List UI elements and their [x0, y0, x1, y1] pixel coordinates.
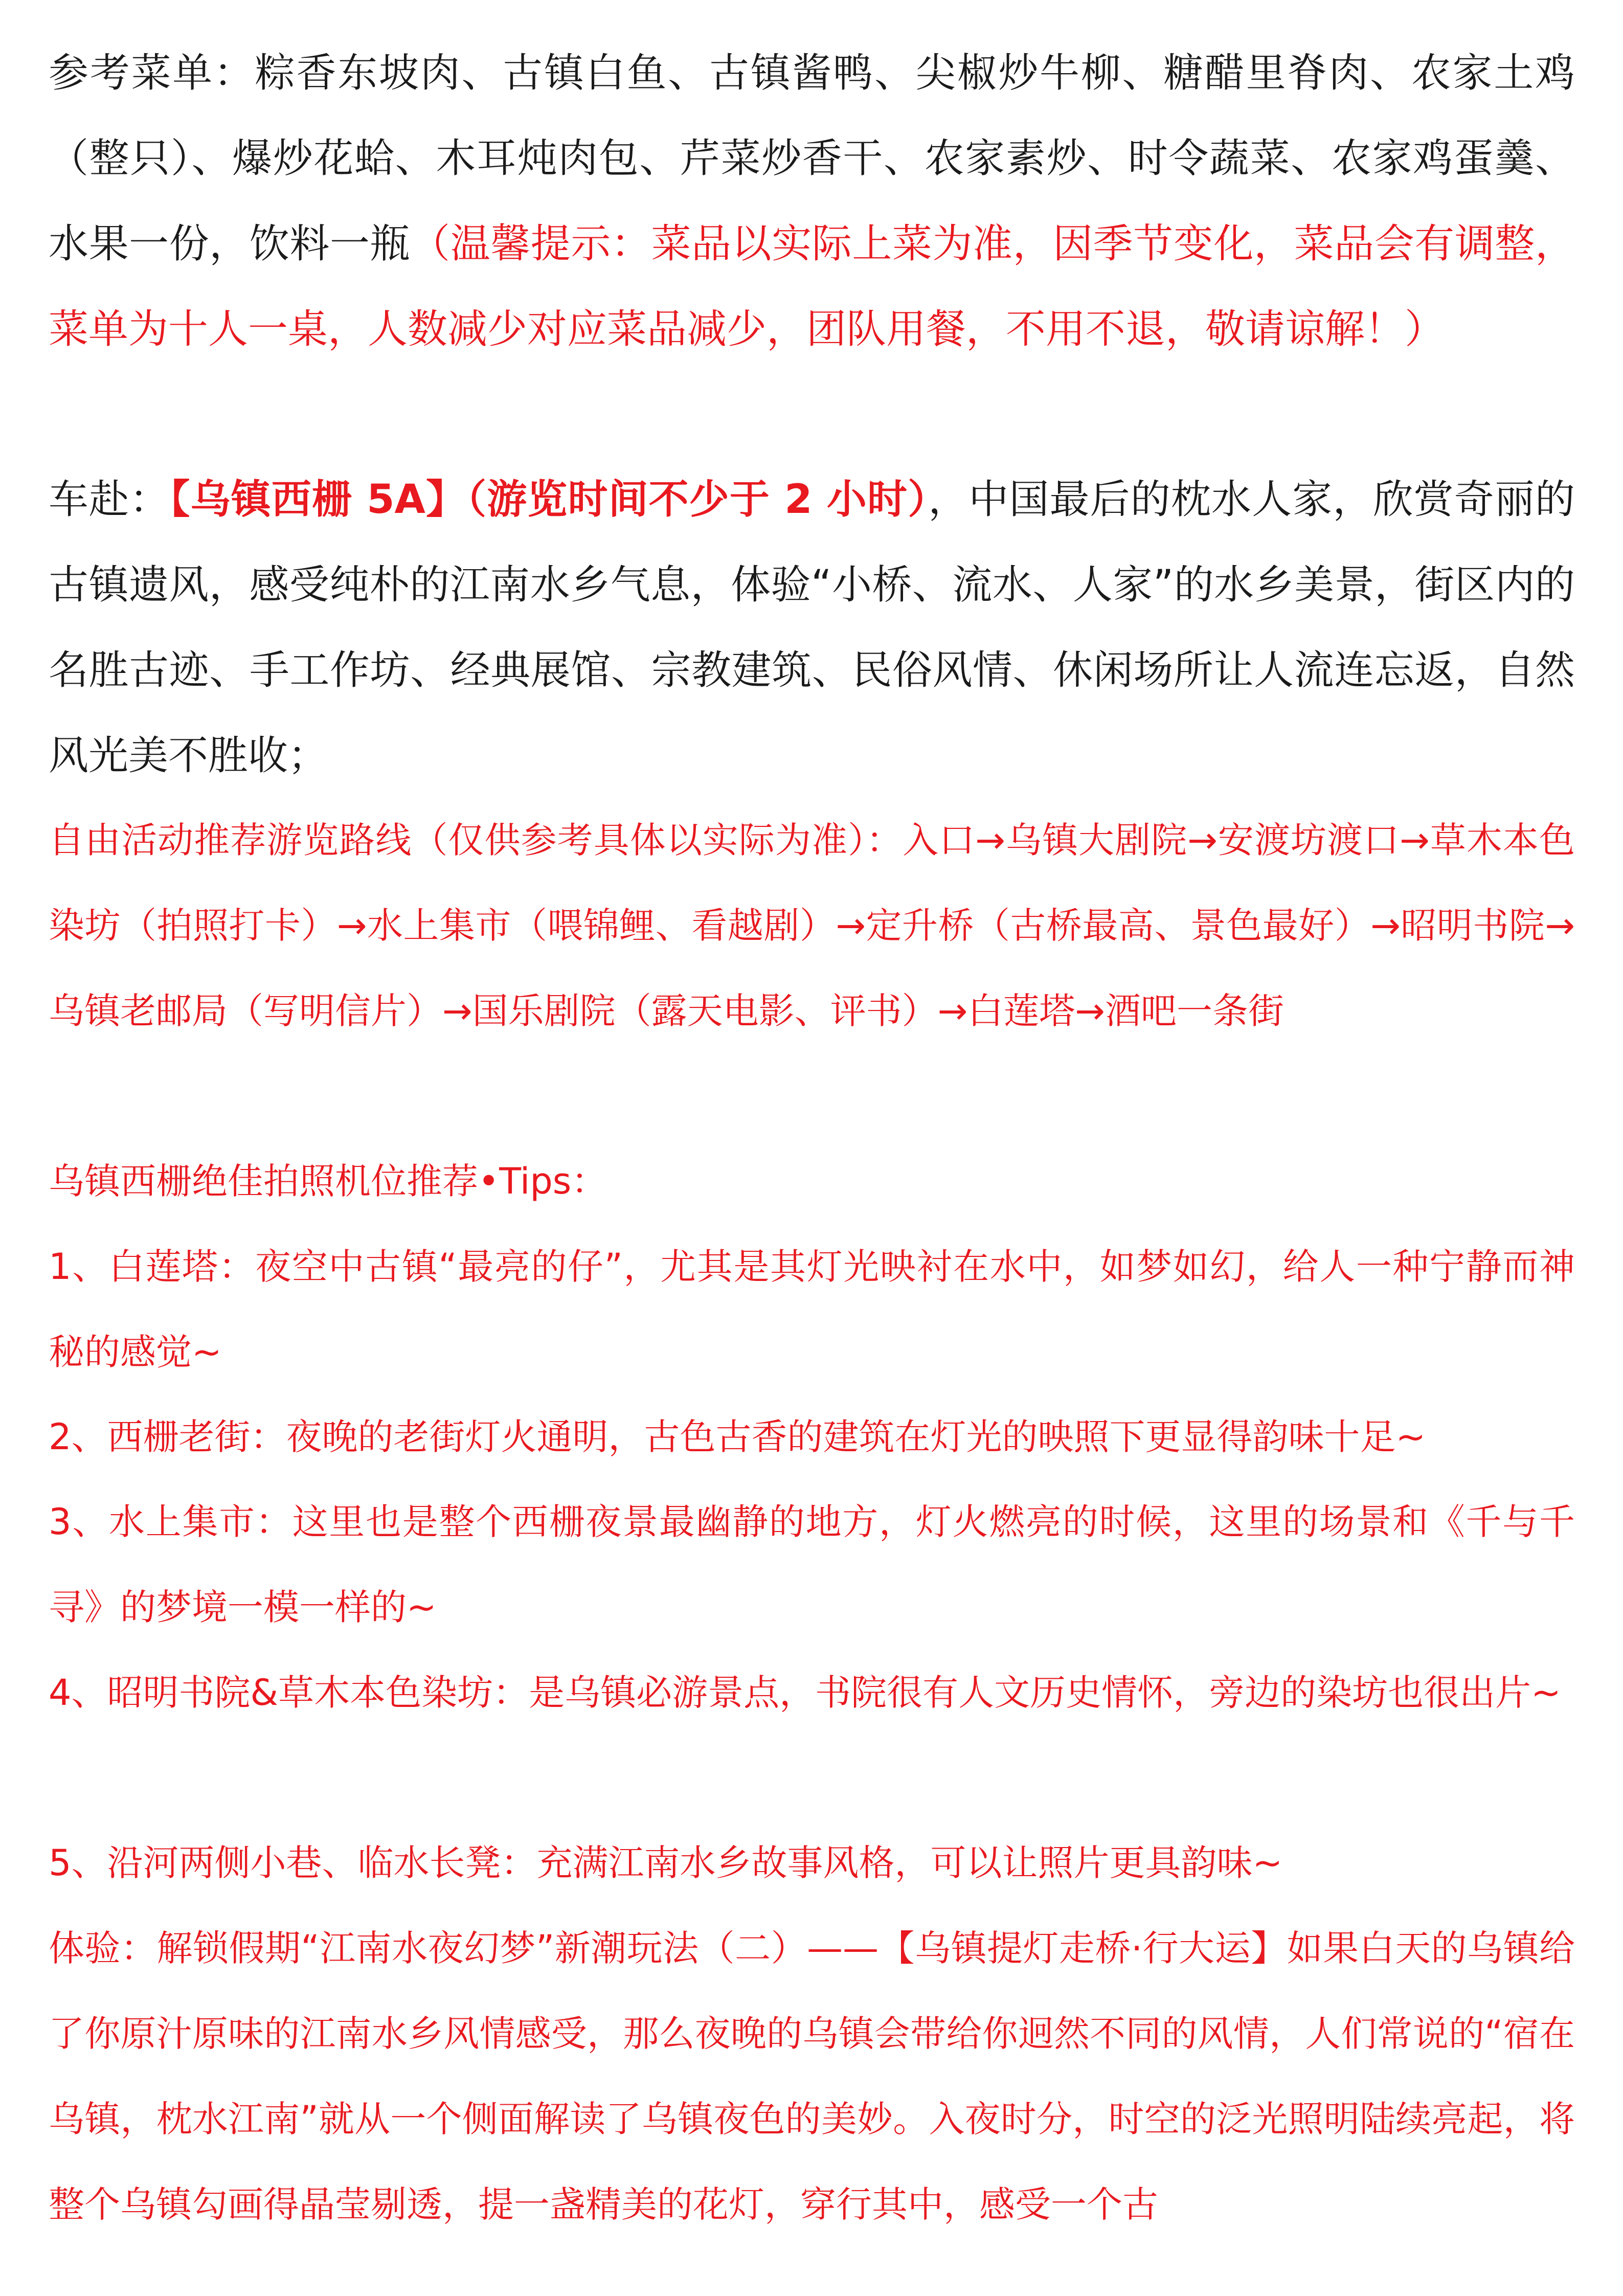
menu-notice: （温馨提示：菜品以实际上菜为准，因季节变化，菜品会有调整，菜单为十人一桌，人数减少对应菜品减少，团队用餐，不用不退，敬请谅解！）: [49, 221, 1575, 352]
menu-paragraph: [49, 31, 1575, 372]
trip-description: ，中国最后的枕水人家，欣赏奇丽的古镇遗风，感受纯朴的江南水乡气息，体验“小桥、流水、人家”的水乡美景，街区内的名胜古迹、手工作坊、经典展馆、宗教建筑、民俗风情、休闲场所让人流连忘返，自然风光美不胜收；: [49, 477, 1575, 779]
experience-paragraph: 体验：解锁假期“江南水夜幻梦”新潮玩法（二）——【乌镇提灯走桥·行大运】如果白天的乌镇给了你原汁原味的江南水乡风情感受，那么夜晚的乌镇会带给你迥然不同的风情，人们常说的“宿在乌镇，枕水江南”就从一个侧面解读了乌镇夜色的美妙。入夜时分，时空的泛光照明陆续亮起，将整个乌镇勾画得晶莹剔透，提一盏精美的花灯，穿行其中，感受一个古: [49, 1927, 1575, 2225]
trip-prefix: 车赴：: [49, 477, 170, 523]
photo-tip-item: 3、水上集市：这里也是整个西栅夜景最幽静的地方，灯火燃亮的时候，这里的场景和《千与千寻》的梦境一模一样的~: [49, 1501, 1575, 1628]
photo-tip-item: 2、西栅老街：夜晚的老街灯火通明，古色古香的建筑在灯光的映照下更显得韵味十足~: [49, 1416, 1426, 1458]
route-paragraph: 自由活动推荐游览路线（仅供参考具体以实际为准）：入口→乌镇大剧院→安渡坊渡口→草木本色染坊（拍照打卡）→水上集市（喂锦鲤、看越剧）→定升桥（古桥最高、景色最好）→昭明书院→乌镇老邮局（写明信片）→国乐剧院（露天电影、评书）→白莲塔→酒吧一条街: [49, 819, 1575, 1032]
menu-label: 参考菜单：: [49, 50, 255, 96]
photo-tip-item: 5、沿河两侧小巷、临水长凳：充满江南水乡故事风格，可以让照片更具韵味~: [49, 1842, 1283, 1884]
photo-tips-title: 乌镇西栅绝佳拍照机位推荐•Tips：: [49, 1160, 607, 1202]
photo-tip-item: 4、昭明书院&草木本色染坊：是乌镇必游景点，书院很有人文历史情怀，旁边的染坊也很出片~: [49, 1672, 1561, 1714]
menu-items: 粽香东坡肉、古镇白鱼、古镇酱鸭、尖椒炒牛柳、糖醋里脊肉、农家土鸡（整只）、爆炒花蛤、木耳炖肉包、芹菜炒香干、农家素炒、时令蔬菜、农家鸡蛋羹、水果一份，饮料一瓶: [49, 50, 1575, 267]
trip-spot: 【乌镇西栅 5A】（游览时间不少于 2 小时）: [170, 477, 929, 523]
trip-paragraph: [49, 457, 1575, 799]
photo-tip-item: 1、白莲塔：夜空中古镇“最亮的仔”，尤其是其灯光映衬在水中，如梦如幻，给人一种宁静而神秘的感觉~: [49, 1246, 1575, 1373]
